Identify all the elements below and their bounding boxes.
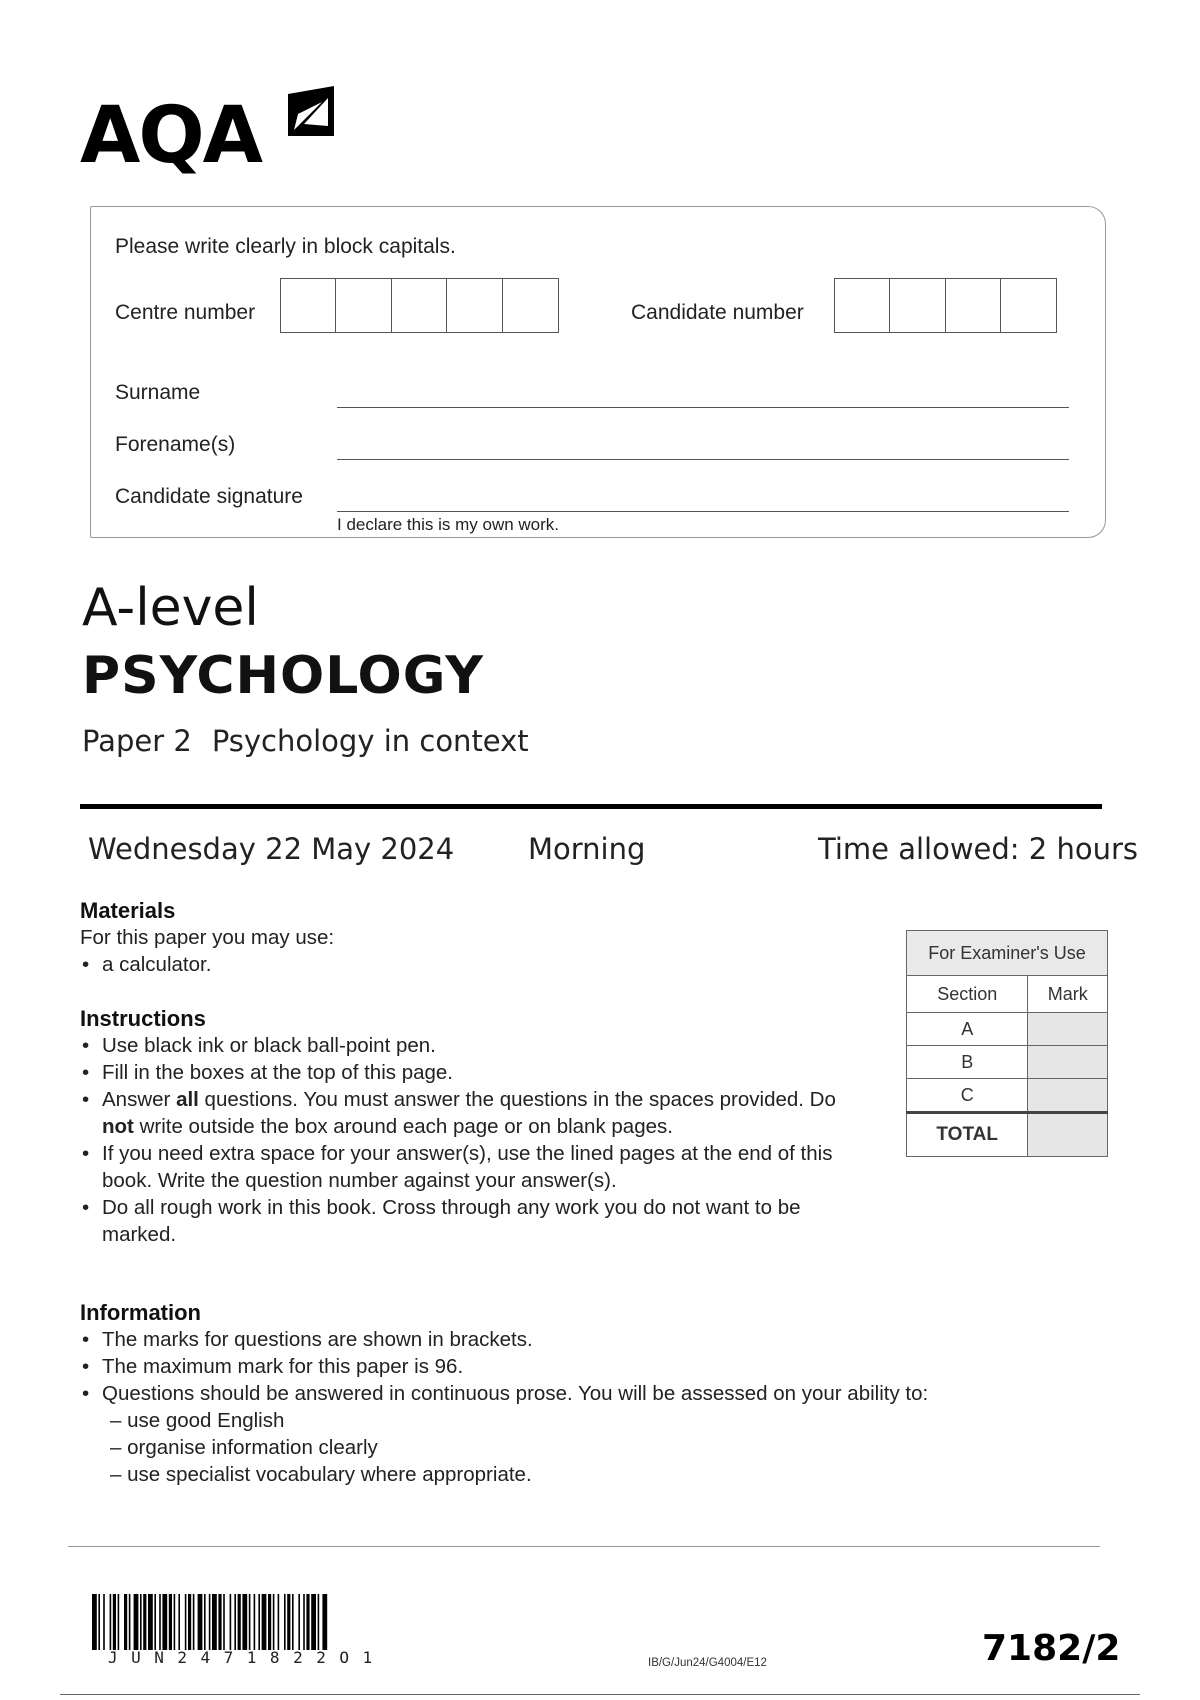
barcode-icon xyxy=(92,1594,476,1650)
subject-title: PSYCHOLOGY xyxy=(82,646,484,706)
information-item: • Questions should be answered in continuous prose. You will be assessed on your ability to: xyxy=(80,1380,1040,1407)
bottom-divider xyxy=(60,1694,1140,1695)
paper-number: Paper 2 xyxy=(82,724,192,758)
signature-label: Candidate signature xyxy=(115,485,303,508)
section-label: C xyxy=(907,1079,1028,1113)
declaration-text: I declare this is my own work. xyxy=(337,515,560,534)
instruction-item: • Answer all questions. You must answer the questions in the spaces provided. Do not write outside the box around each page or on blank pages. xyxy=(80,1086,840,1140)
exam-session: Morning xyxy=(528,832,646,866)
candidate-details-box xyxy=(90,206,1106,538)
centre-digit-box[interactable] xyxy=(446,278,503,333)
section-column-header: Section xyxy=(907,976,1028,1013)
instruction-item: • Fill in the boxes at the top of this page. xyxy=(80,1059,840,1086)
information-subitem: – organise information clearly xyxy=(102,1434,1040,1461)
materials-item: • a calculator. xyxy=(80,951,840,978)
signature-field[interactable] xyxy=(337,511,1069,512)
forenames-field[interactable] xyxy=(337,459,1069,460)
exam-date: Wednesday 22 May 2024 xyxy=(88,832,455,866)
time-allowed: Time allowed: 2 hours xyxy=(818,832,1138,866)
centre-digit-box[interactable] xyxy=(335,278,392,333)
materials-heading: Materials xyxy=(80,898,176,923)
paper-code: 7182/2 xyxy=(982,1628,1121,1669)
examiner-use-table xyxy=(906,930,1108,1157)
centre-number-boxes[interactable] xyxy=(281,278,559,333)
mark-column-header: Mark xyxy=(1028,976,1108,1013)
instructions-heading: Instructions xyxy=(80,1006,206,1031)
information-item: • The maximum mark for this paper is 96. xyxy=(80,1353,1040,1380)
candidate-digit-box[interactable] xyxy=(945,278,1002,333)
candidate-number-label: Candidate number xyxy=(631,301,804,324)
mark-cell xyxy=(1028,1013,1108,1046)
section-label: B xyxy=(907,1046,1028,1079)
heavy-divider xyxy=(80,804,1102,809)
information-section xyxy=(80,1300,1040,1488)
examiner-table-title: For Examiner's Use xyxy=(907,931,1108,976)
candidate-digit-box[interactable] xyxy=(889,278,946,333)
materials-section xyxy=(80,898,840,978)
candidate-digit-box[interactable] xyxy=(834,278,891,333)
aqa-logo xyxy=(80,88,261,184)
instruction-item: • If you need extra space for your answer(s), use the lined pages at the end of this book. Write the question number against your answer(s). xyxy=(80,1140,840,1194)
surname-label: Surname xyxy=(115,381,201,404)
candidate-digit-box[interactable] xyxy=(1000,278,1057,333)
instruction-item: • Use black ink or black ball-point pen. xyxy=(80,1032,840,1059)
logo-text: AQA xyxy=(80,91,262,181)
footer-divider xyxy=(68,1546,1100,1547)
centre-digit-box[interactable] xyxy=(502,278,559,333)
block-capitals-instruction: Please write clearly in block capitals. xyxy=(115,235,456,258)
section-label: A xyxy=(907,1013,1028,1046)
information-subitem: – use good English xyxy=(102,1407,1040,1434)
mark-cell xyxy=(1028,1046,1108,1079)
forenames-label: Forename(s) xyxy=(115,433,236,456)
total-label: TOTAL xyxy=(907,1113,1028,1157)
information-item: • The marks for questions are shown in brackets. xyxy=(80,1326,1040,1353)
information-subitem: – use specialist vocabulary where appropriate. xyxy=(102,1461,1040,1488)
aqa-logo-mark-icon xyxy=(282,84,340,142)
mark-cell xyxy=(1028,1079,1108,1113)
barcode-digits: JUN2471822O1 xyxy=(108,1648,386,1667)
centre-digit-box[interactable] xyxy=(280,278,337,333)
instruction-item: • Do all rough work in this book. Cross through any work you do not want to be marked. xyxy=(80,1194,840,1248)
instructions-section xyxy=(80,1006,840,1248)
paper-heading xyxy=(82,724,529,758)
paper-reference: IB/G/Jun24/G4004/E12 xyxy=(648,1657,767,1669)
total-mark-cell xyxy=(1028,1113,1108,1157)
information-heading: Information xyxy=(80,1300,201,1325)
candidate-number-boxes[interactable] xyxy=(835,278,1057,333)
qualification-level: A-level xyxy=(82,578,259,638)
centre-number-label: Centre number xyxy=(115,301,256,324)
paper-title: Psychology in context xyxy=(211,724,529,758)
surname-field[interactable] xyxy=(337,407,1069,408)
materials-intro: For this paper you may use: xyxy=(80,926,335,949)
centre-digit-box[interactable] xyxy=(391,278,448,333)
